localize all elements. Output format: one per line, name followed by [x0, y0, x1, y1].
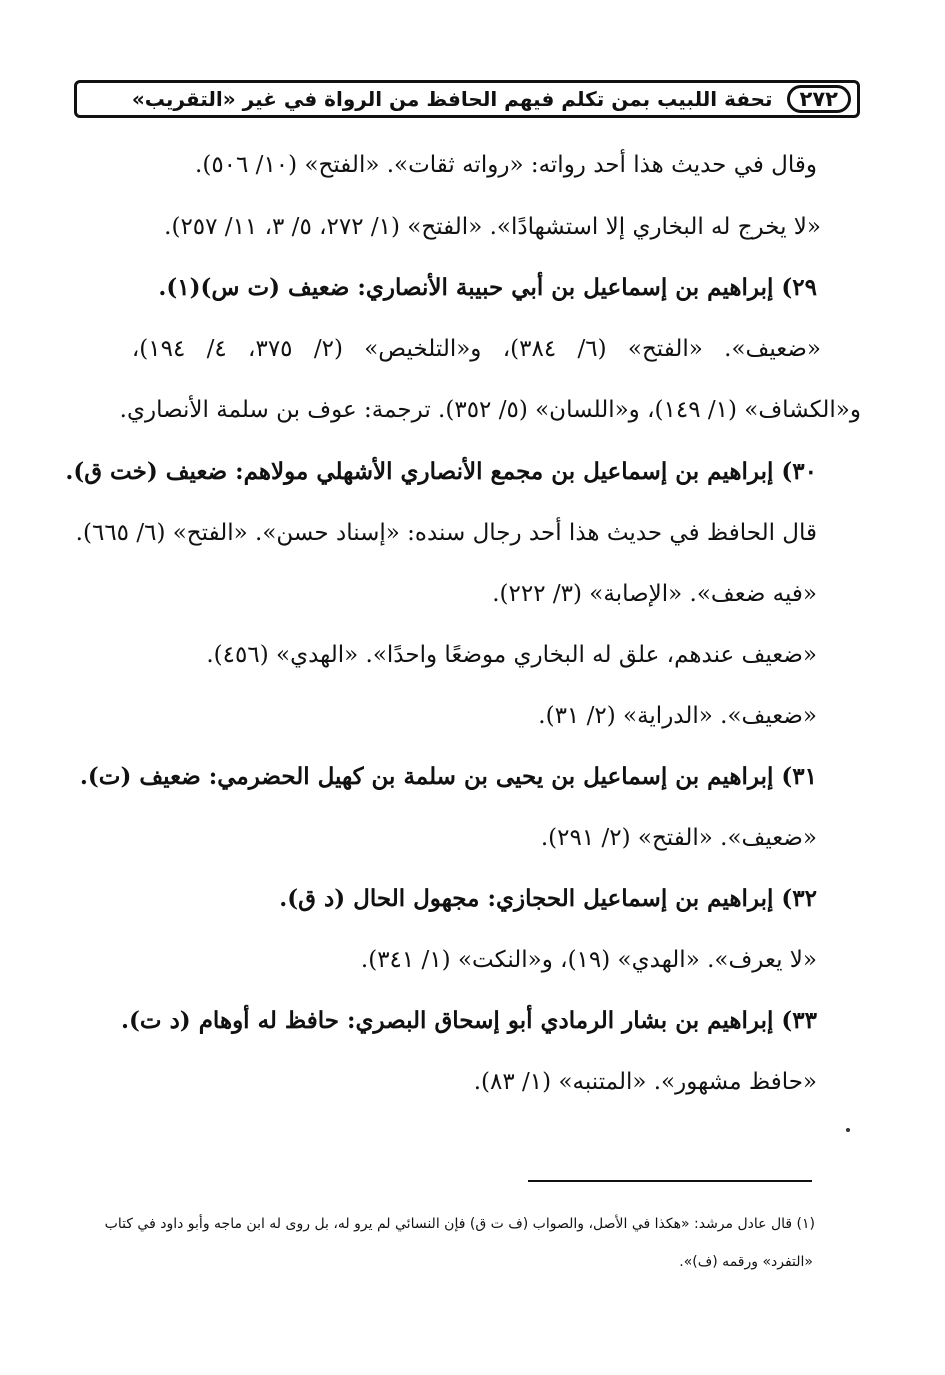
scan-speck — [846, 1128, 850, 1132]
entry-29-heading: ٢٩) إبراهيم بن إسماعيل بن أبي حبيبة الأنصاري: ضعيف (ت س)(١). — [158, 274, 817, 301]
entry-32-heading: ٣٢) إبراهيم بن إسماعيل الحجازي: مجهول الحال (د ق). — [279, 885, 817, 912]
body-line: «ضعيف عندهم، علق له البخاري موضعًا واحدًا». «الهدي» (٤٥٦). — [206, 642, 817, 668]
body-line: «ضعيف». «الدراية» (٢/ ٣١). — [538, 703, 817, 729]
body-line: وقال في حديث هذا أحد رواته: «رواته ثقات». «الفتح» (١٠/ ٥٠٦). — [195, 152, 817, 178]
running-header — [74, 80, 860, 118]
footnote-line: (١) قال عادل مرشد: «هكذا في الأصل، والصواب (ف ت ق) فإن النسائي لم يرو له، بل روى له ابن ماجه وأبو داود في كتاب — [104, 1216, 815, 1232]
body-line: «ضعيف». «الفتح» (٢/ ٢٩١). — [540, 825, 817, 851]
page-number: ٢٧٢ — [787, 85, 851, 113]
body-line: «فيه ضعف». «الإصابة» (٣/ ٢٢٢). — [492, 581, 817, 607]
footnote-separator — [528, 1180, 812, 1182]
body-line: قال الحافظ في حديث هذا أحد رجال سنده: «إسناد حسن». «الفتح» (٦/ ٦٦٥). — [75, 520, 817, 546]
body-line: «لا يخرج له البخاري إلا استشهادًا». «الفتح» (١/ ٢٧٢، ٥/ ٣، ١١/ ٢٥٧). — [164, 214, 821, 240]
entry-30-heading: ٣٠) إبراهيم بن إسماعيل بن مجمع الأنصاري الأشهلي مولاهم: ضعيف (خت ق). — [65, 458, 817, 485]
entry-33-heading: ٣٣) إبراهيم بن بشار الرمادي أبو إسحاق البصري: حافظ له أوهام (د ت). — [121, 1007, 817, 1034]
body-line: و«الكشاف» (١/ ١٤٩)، و«اللسان» (٥/ ٣٥٢). ترجمة: عوف بن سلمة الأنصاري. — [119, 397, 861, 423]
body-line: «ضعيف». «الفتح» (٦/ ٣٨٤)، و«التلخيص» (٢/ ٣٧٥، ٤/ ١٩٤)، — [131, 336, 821, 362]
entry-31-heading: ٣١) إبراهيم بن إسماعيل بن يحيى بن سلمة بن كهيل الحضرمي: ضعيف (ت). — [79, 763, 817, 790]
footnote-line: «التفرد» ورقمه (ف)». — [679, 1254, 813, 1270]
book-title: تحفة اللبيب بمن تكلم فيهم الحافظ من الرواة في غير «التقريب» — [131, 87, 773, 111]
body-line: «حافظ مشهور». «المتنبه» (١/ ٨٣). — [473, 1069, 817, 1095]
body-line: «لا يعرف». «الهدي» (١٩)، و«النكت» (١/ ٣٤١). — [360, 947, 817, 973]
